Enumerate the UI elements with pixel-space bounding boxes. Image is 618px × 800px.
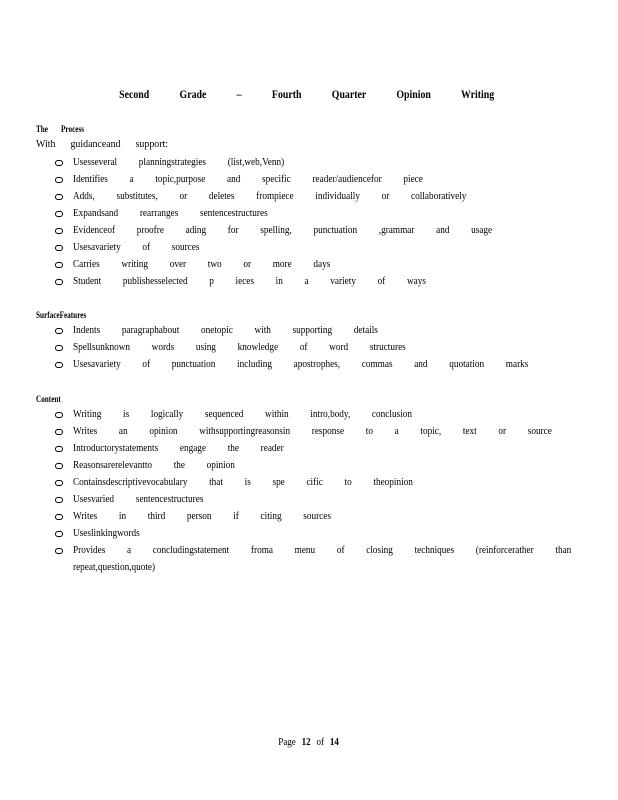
list-item	[0, 188, 618, 205]
list-item-text: Containsdescriptivevocabulary that is spe cific to theopinion	[73, 477, 413, 488]
page-label: Page	[278, 737, 296, 748]
list-item	[0, 339, 618, 356]
list-item	[0, 356, 618, 373]
list-item-text: Writing is logically sequenced within intro,body, conclusion	[73, 409, 412, 420]
list-item	[0, 508, 618, 525]
of-label: of	[316, 737, 325, 748]
list-item-text: Evidenceof proofre ading for spelling, punctuation ,grammar and usage	[73, 225, 493, 236]
list-item	[0, 256, 618, 273]
list-item	[0, 222, 618, 239]
section-heading-process: The Process	[36, 124, 85, 134]
list-item-text: Usesseveral planningstrategies (list,web,Venn)	[73, 157, 285, 168]
list-item-text: Carries writing over two or more days	[73, 259, 331, 270]
bullet-icon	[55, 446, 63, 452]
list-item-text: Usesavariety of sources	[73, 242, 200, 253]
list-item-text: Writes in third person if citing sources	[73, 511, 331, 522]
list-item-continuation: repeat,question,quote)	[73, 562, 156, 573]
list-item	[0, 440, 618, 457]
page-footer	[31, 737, 587, 748]
list-item-text: Usesavariety of punctuation including apostrophes, commas and quotation marks	[73, 359, 529, 370]
bullet-icon	[55, 177, 63, 183]
list-item-text: Usesvaried sentencestructures	[73, 494, 204, 505]
list-item-text: Indents paragraphabout onetopic with supporting details	[73, 325, 378, 336]
list-item-text: Adds, substitutes, or deletes frompiece individually or collaboratively	[73, 191, 467, 202]
bullet-icon	[55, 194, 63, 200]
bullet-icon	[55, 497, 63, 503]
bullet-icon	[55, 262, 63, 268]
list-item	[0, 205, 618, 222]
bullet-icon	[55, 514, 63, 520]
list-item	[0, 491, 618, 508]
bullet-icon	[55, 211, 63, 217]
process-list	[0, 154, 618, 290]
list-item	[0, 273, 618, 290]
bullet-icon	[55, 362, 63, 368]
list-item	[0, 474, 618, 491]
section-heading-surface-features: SurfaceFeatures	[36, 310, 87, 320]
list-item-text: Identifies a topic,purpose and specific reader/audiencefor piece	[73, 174, 423, 185]
bullet-icon	[55, 531, 63, 537]
list-item-text: Provides a concludingstatement froma menu of closing techniques (reinforcerather than	[73, 545, 572, 556]
bullet-icon	[55, 463, 63, 469]
list-item	[0, 322, 618, 339]
bullet-icon	[55, 480, 63, 486]
bullet-icon	[55, 279, 63, 285]
bullet-icon	[55, 345, 63, 351]
page-number: 12	[301, 737, 311, 748]
list-item-text: Reasonsarerelevantto the opinion	[73, 460, 235, 471]
list-item-text: Introductorystatements engage the reader	[73, 443, 284, 454]
list-item	[0, 239, 618, 256]
content-list	[0, 406, 618, 576]
list-item	[0, 154, 618, 171]
process-intro: With guidanceand support:	[36, 138, 169, 150]
page-title: Second Grade – Fourth Quarter Opinion Writing	[119, 87, 495, 101]
list-item	[0, 457, 618, 474]
bullet-icon	[55, 160, 63, 166]
bullet-icon	[55, 548, 63, 554]
bullet-icon	[55, 412, 63, 418]
list-item-text: Spellsunknown words using knowledge of word structures	[73, 342, 406, 353]
section-heading-content: Content	[36, 394, 61, 404]
list-item-text: Expandsand rearranges sentencestructures	[73, 208, 268, 219]
bullet-icon	[55, 328, 63, 334]
list-item	[0, 406, 618, 423]
list-item-text: Useslinkingwords	[73, 528, 140, 539]
total-pages: 14	[329, 737, 339, 748]
bullet-icon	[55, 429, 63, 435]
list-item-text: Student publishesselected p ieces in a variety of ways	[73, 276, 426, 287]
list-item	[0, 525, 618, 542]
bullet-icon	[55, 245, 63, 251]
list-item	[0, 542, 618, 576]
list-item	[0, 171, 618, 188]
list-item-text: Writes an opinion withsupportingreasonsin response to a topic, text or source	[73, 426, 552, 437]
bullet-icon	[55, 228, 63, 234]
list-item	[0, 423, 618, 440]
surface-features-list	[0, 322, 618, 373]
